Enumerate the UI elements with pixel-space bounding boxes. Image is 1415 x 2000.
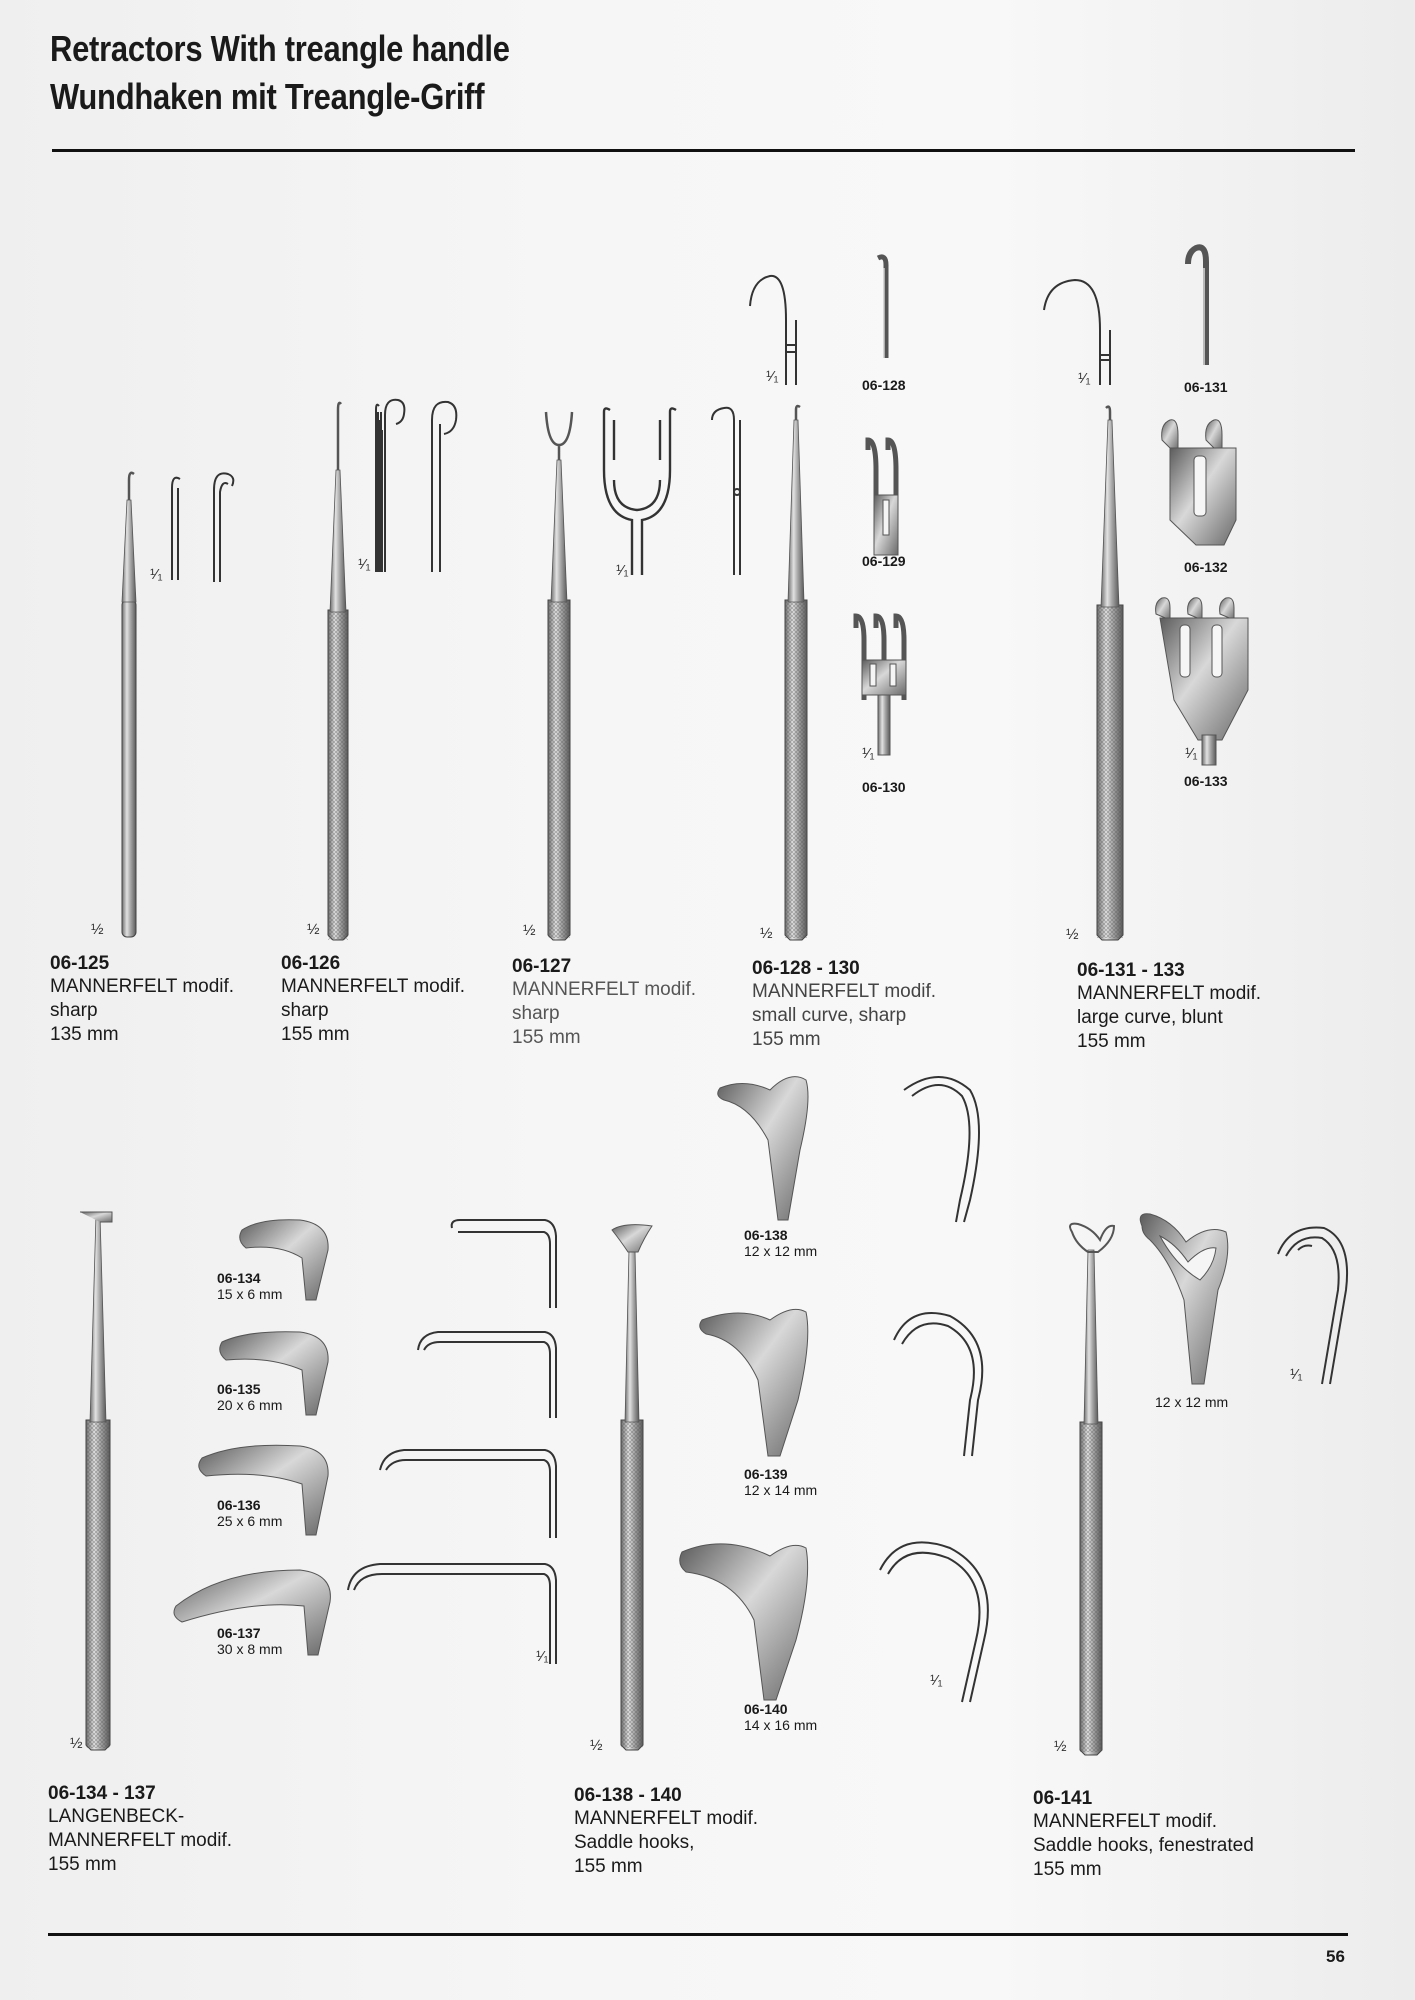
tip-tag-06-132: 06-132 bbox=[1184, 559, 1228, 575]
product-line-2: Saddle hooks, bbox=[574, 1832, 695, 1853]
scale-marker-profile-06-140: ¹⁄₁ bbox=[930, 1672, 943, 1689]
tip-detail-06-127 bbox=[604, 408, 676, 575]
scale-marker-tip-06-130: ¹⁄₁ bbox=[862, 745, 875, 762]
product-code: 06-126 bbox=[281, 953, 341, 974]
scale-marker-06-128-130: ½ bbox=[760, 925, 773, 942]
product-detail: sharp bbox=[50, 1000, 98, 1021]
product-length: 155 mm bbox=[512, 1027, 581, 1048]
instrument-06-127 bbox=[546, 412, 572, 940]
product-length: 155 mm bbox=[48, 1854, 117, 1875]
blade-label-06-134 bbox=[217, 1270, 282, 1302]
tip-tag-06-131: 06-131 bbox=[1184, 379, 1228, 395]
blade-label-06-138 bbox=[744, 1227, 817, 1259]
blade-size: 14 x 16 mm bbox=[744, 1717, 818, 1733]
product-caption-06-125 bbox=[50, 953, 234, 1047]
product-length: 155 mm bbox=[281, 1024, 350, 1045]
instrument-06-126 bbox=[328, 403, 348, 940]
scale-marker-tip-06-125: ¹⁄₁ bbox=[150, 566, 163, 583]
tip-tag-06-128: 06-128 bbox=[862, 377, 906, 393]
blade-size: 12 x 14 mm bbox=[744, 1482, 818, 1498]
product-caption-06-127 bbox=[512, 956, 696, 1050]
scale-marker-tip-06-126: ¹⁄₁ bbox=[358, 556, 371, 573]
product-line-1: MANNERFELT modif. bbox=[1033, 1811, 1218, 1832]
product-code: 06-141 bbox=[1033, 1788, 1093, 1809]
product-length: 155 mm bbox=[752, 1029, 821, 1050]
blade-label-06-136 bbox=[217, 1497, 282, 1529]
blade-06-140 bbox=[680, 1544, 808, 1700]
scale-marker-tip-06-127: ¹⁄₁ bbox=[616, 562, 629, 579]
instrument-06-141 bbox=[1070, 1224, 1114, 1755]
blade-label-06-137 bbox=[217, 1625, 282, 1657]
product-code: 06-138 - 140 bbox=[574, 1785, 682, 1806]
tip-mini-06-131 bbox=[1188, 247, 1206, 365]
profile-06-141 bbox=[1278, 1228, 1347, 1384]
product-detail: large curve, blunt bbox=[1077, 1007, 1223, 1028]
scale-marker-06-127: ½ bbox=[523, 922, 536, 939]
product-length: 155 mm bbox=[574, 1856, 643, 1877]
page-number: 56 bbox=[1326, 1947, 1345, 1966]
blade-code: 06-139 bbox=[744, 1466, 788, 1482]
product-caption-06-128-130 bbox=[752, 958, 936, 1052]
tip-mini-06-128 bbox=[878, 257, 886, 358]
scale-marker-tip-06-131: ¹⁄₁ bbox=[1078, 370, 1091, 387]
tip-detail-06-127-side bbox=[712, 408, 740, 575]
instrument-06-138-140 bbox=[612, 1225, 652, 1750]
footer-rule bbox=[48, 1933, 1348, 1936]
product-line-2: Saddle hooks, fenestrated bbox=[1033, 1835, 1254, 1856]
scale-marker-06-126: ½ bbox=[307, 921, 320, 938]
product-code: 06-131 - 133 bbox=[1077, 960, 1185, 981]
scale-marker-06-138-140: ½ bbox=[590, 1737, 603, 1754]
blade-size: 12 x 12 mm bbox=[744, 1243, 818, 1259]
blade-06-138 bbox=[718, 1077, 808, 1220]
scale-marker-06-125: ½ bbox=[91, 921, 104, 938]
profile-06-134-137 bbox=[348, 1220, 556, 1664]
product-code: 06-134 - 137 bbox=[48, 1783, 156, 1804]
product-caption-06-131-133 bbox=[1077, 960, 1261, 1054]
product-name: MANNERFELT modif. bbox=[281, 976, 466, 997]
blade-06-139 bbox=[700, 1309, 808, 1456]
blade-size: 20 x 6 mm bbox=[217, 1397, 283, 1413]
page-title-english: Retractors With treangle handle bbox=[50, 28, 510, 69]
product-length: 155 mm bbox=[1077, 1031, 1146, 1052]
blade-06-141 bbox=[1140, 1214, 1228, 1384]
blade-label-06-140 bbox=[744, 1701, 817, 1733]
instrument-06-134-137 bbox=[80, 1212, 112, 1750]
product-detail: sharp bbox=[512, 1003, 560, 1024]
profile-06-138-140 bbox=[880, 1077, 988, 1702]
blade-code: 06-136 bbox=[217, 1497, 261, 1513]
blade-code: 06-140 bbox=[744, 1701, 788, 1717]
product-line-1: LANGENBECK- bbox=[48, 1806, 185, 1827]
page-title-german: Wundhaken mit Treangle-Griff bbox=[50, 76, 485, 117]
product-code: 06-127 bbox=[512, 956, 572, 977]
scale-marker-tip-06-133: ¹⁄₁ bbox=[1185, 745, 1198, 762]
product-name: MANNERFELT modif. bbox=[752, 981, 937, 1002]
product-caption-06-126 bbox=[281, 953, 465, 1047]
blade-size-06-141: 12 x 12 mm bbox=[1155, 1394, 1229, 1410]
tip-mini-06-132 bbox=[1162, 420, 1236, 545]
blade-code: 06-137 bbox=[217, 1625, 261, 1641]
tip-tag-06-130: 06-130 bbox=[862, 779, 906, 795]
product-code: 06-128 - 130 bbox=[752, 958, 860, 979]
blade-code: 06-135 bbox=[217, 1381, 261, 1397]
tip-detail-06-125 bbox=[172, 473, 233, 582]
product-code: 06-125 bbox=[50, 953, 110, 974]
product-detail: small curve, sharp bbox=[752, 1005, 907, 1026]
blade-label-06-139 bbox=[744, 1466, 817, 1498]
scale-marker-06-134-137: ½ bbox=[70, 1735, 83, 1752]
product-caption-06-134-137 bbox=[48, 1783, 232, 1877]
product-caption-06-138-140 bbox=[574, 1785, 758, 1879]
instrument-06-131-133 bbox=[1097, 407, 1123, 940]
product-caption-06-141 bbox=[1033, 1788, 1254, 1882]
scale-marker-06-141: ½ bbox=[1054, 1738, 1067, 1755]
product-detail: sharp bbox=[281, 1000, 329, 1021]
scale-marker-profile-06-141: ¹⁄₁ bbox=[1290, 1366, 1303, 1383]
blade-code: 06-134 bbox=[217, 1270, 261, 1286]
blade-label-06-135 bbox=[217, 1381, 282, 1413]
tip-mini-06-130 bbox=[856, 616, 906, 755]
tip-mini-06-133 bbox=[1156, 598, 1248, 765]
blade-size: 15 x 6 mm bbox=[217, 1286, 283, 1302]
tip-detail-06-126 bbox=[376, 400, 456, 572]
tip-tag-06-129: 06-129 bbox=[862, 553, 906, 569]
instrument-06-128-130 bbox=[785, 406, 807, 940]
product-line-1: MANNERFELT modif. bbox=[574, 1808, 759, 1829]
blade-size: 30 x 8 mm bbox=[217, 1641, 283, 1657]
blade-code: 06-138 bbox=[744, 1227, 788, 1243]
scale-marker-profile-06-137: ¹⁄₁ bbox=[536, 1648, 549, 1665]
blade-size: 25 x 6 mm bbox=[217, 1513, 283, 1529]
tip-detail-06-131 bbox=[1044, 280, 1110, 385]
tip-mini-06-129 bbox=[868, 440, 898, 555]
product-length: 135 mm bbox=[50, 1024, 119, 1045]
product-name: MANNERFELT modif. bbox=[1077, 983, 1262, 1004]
product-name: MANNERFELT modif. bbox=[50, 976, 235, 997]
product-line-2: MANNERFELT modif. bbox=[48, 1830, 233, 1851]
instrument-06-125 bbox=[122, 473, 136, 937]
product-length: 155 mm bbox=[1033, 1859, 1102, 1880]
tip-tag-06-133: 06-133 bbox=[1184, 773, 1228, 789]
scale-marker-tip-06-128: ¹⁄₁ bbox=[766, 368, 779, 385]
product-name: MANNERFELT modif. bbox=[512, 979, 697, 1000]
scale-marker-06-131-133: ½ bbox=[1066, 926, 1079, 943]
